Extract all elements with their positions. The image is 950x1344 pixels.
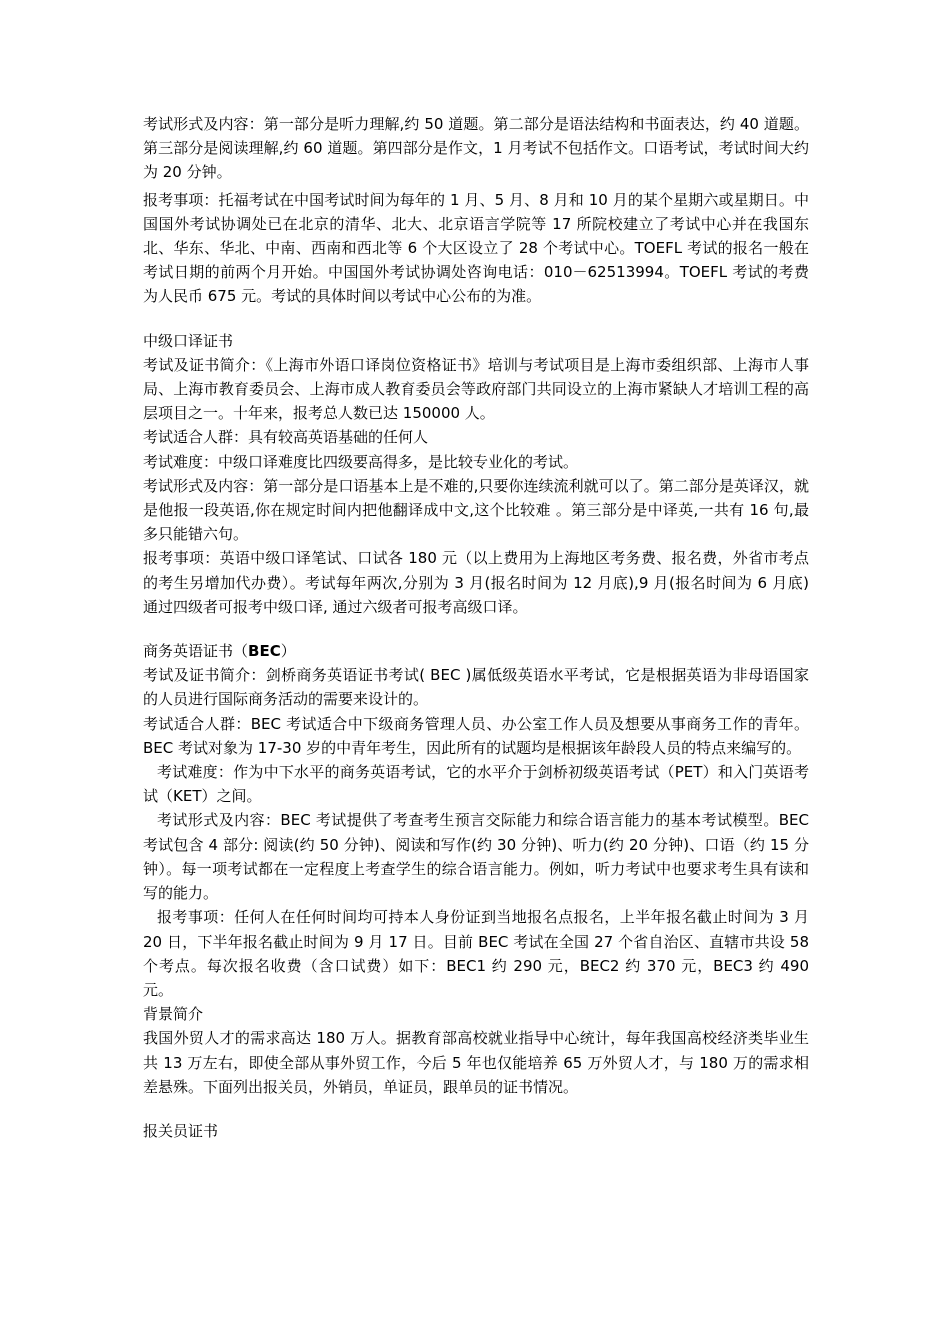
- bec-format-paragraph: 考试形式及内容：BEC 考试提供了考查考生预言交际能力和综合语言能力的基本考试模型。BEC 考试包含 4 部分: 阅读(约 50 分钟)、阅读和写作(约 30 分钟)、听力(约 20 分钟)、口语（约 15 分钟）。每一项考试都在一定程度上考查学生的综合语言能力。例如，听力考试中也要求考生具有读和写的能力。: [143, 811, 809, 903]
- background-paragraph: 我国外贸人才的需求高达 180 万人。据教育部高校就业指导中心统计，每年我国高校经济类毕业生共 13 万左右，即使全部从事外贸工作，今后 5 年也仅能培养 65 万外贸人才，与 180 万的需求相差悬殊。下面列出报关员，外销员，单证员，跟单员的证书情况。: [143, 1029, 809, 1096]
- document-page: [143, 112, 809, 1143]
- toefl-registration-paragraph: 报考事项：托福考试在中国考试时间为每年的 1 月、5 月、8 月和 10 月的某个星期六或星期日。中国国外考试协调处已在北京的清华、北大、北京语言学院等 17 所院校建立了考试中心并在我国东北、华东、华北、中南、西南和西北等 6 个大区设立了 28 个考试中心。TOEFL 考试的报名一般在考试日期的前两个月开始。中国国外考试协调处咨询电话：010－62513994。TOEFL 考试的考费为人民币 675 元。考试的具体时间以考试中心公布的为准。: [143, 190, 809, 306]
- bec-intro-paragraph: 考试及证书简介：剑桥商务英语证书考试( BEC )属低级英语水平考试，它是根据英语为非母语国家的人员进行国际商务活动的需要来设计的。: [143, 666, 809, 709]
- interpreter-registration-paragraph: 报考事项：英语中级口译笔试、口试各 180 元（以上费用为上海地区考务费、报名费，外省市考点的考生另增加代办费）。考试每年两次,分别为 3 月(报名时间为 12 月底),9 月(报名时间为 6 月底) 通过四级者可报考中级口译, 通过六级者可报考高级口译。: [143, 549, 809, 616]
- customs-heading: 报关员证书: [143, 1121, 219, 1140]
- toefl-format-paragraph: 考试形式及内容：第一部分是听力理解,约 50 道题。第二部分是语法结构和书面表达，约 40 道题。第三部分是阅读理解,约 60 道题。第四部分是作文，1 月考试不包括作文。口语考试，考试时间大约为 20 分钟。: [143, 115, 809, 182]
- bec-difficulty-paragraph: 考试难度：作为中下水平的商务英语考试，它的水平介于剑桥初级英语考试（PET）和入门英语考试（KET）之间。: [143, 763, 809, 806]
- interpreter-difficulty-paragraph: 考试难度：中级口译难度比四级要高得多，是比较专业化的考试。: [143, 452, 579, 471]
- interpreter-format-paragraph: 考试形式及内容：第一部分是口语基本上是不难的,只要你连续流利就可以了。第二部分是英译汉，就是他报一段英语,你在规定时间内把他翻译成中文,这个比较难 。第三部分是中译英,一共有 16 句,最多只能错六句。: [143, 476, 809, 544]
- bec-heading-suffix: ）: [280, 642, 296, 661]
- bec-registration-paragraph: 报考事项：任何人在任何时间均可持本人身份证到当地报名点报名，上半年报名截止时间为 3 月 20 日，下半年报名截止时间为 9 月 17 日。目前 BEC 考试在全国 27 个省自治区、直辖市共设 58 个考点。每次报名收费（含口试费）如下：BEC1 约 290 元，BEC2 约 370 元，BEC3 约 490 元。: [143, 908, 809, 999]
- bec-audience-paragraph: 考试适合人群：BEC 考试适合中下级商务管理人员、办公室工作人员及想要从事商务工作的青年。BEC 考试对象为 17-30 岁的中青年考生，因此所有的试题均是根据该年龄段人员的特点来编写的。: [143, 714, 809, 757]
- bec-heading-prefix: 商务英语证书（: [143, 642, 249, 661]
- background-heading: 背景简介: [143, 1005, 204, 1024]
- interpreter-intro-paragraph: 考试及证书简介：《上海市外语口译岗位资格证书》培训与考试项目是上海市委组织部、上海市人事局、上海市教育委员会、上海市成人教育委员会等政府部门共同设立的上海市紧缺人才培训工程的高层项目之一。十年来，报考总人数已达 150000 人。: [143, 355, 809, 423]
- bec-heading-bold: BEC: [248, 642, 281, 661]
- interpreter-audience-paragraph: 考试适合人群：具有较高英语基础的任何人: [143, 428, 429, 447]
- interpreter-heading: 中级口译证书: [143, 331, 234, 350]
- bec-heading: [143, 639, 809, 663]
